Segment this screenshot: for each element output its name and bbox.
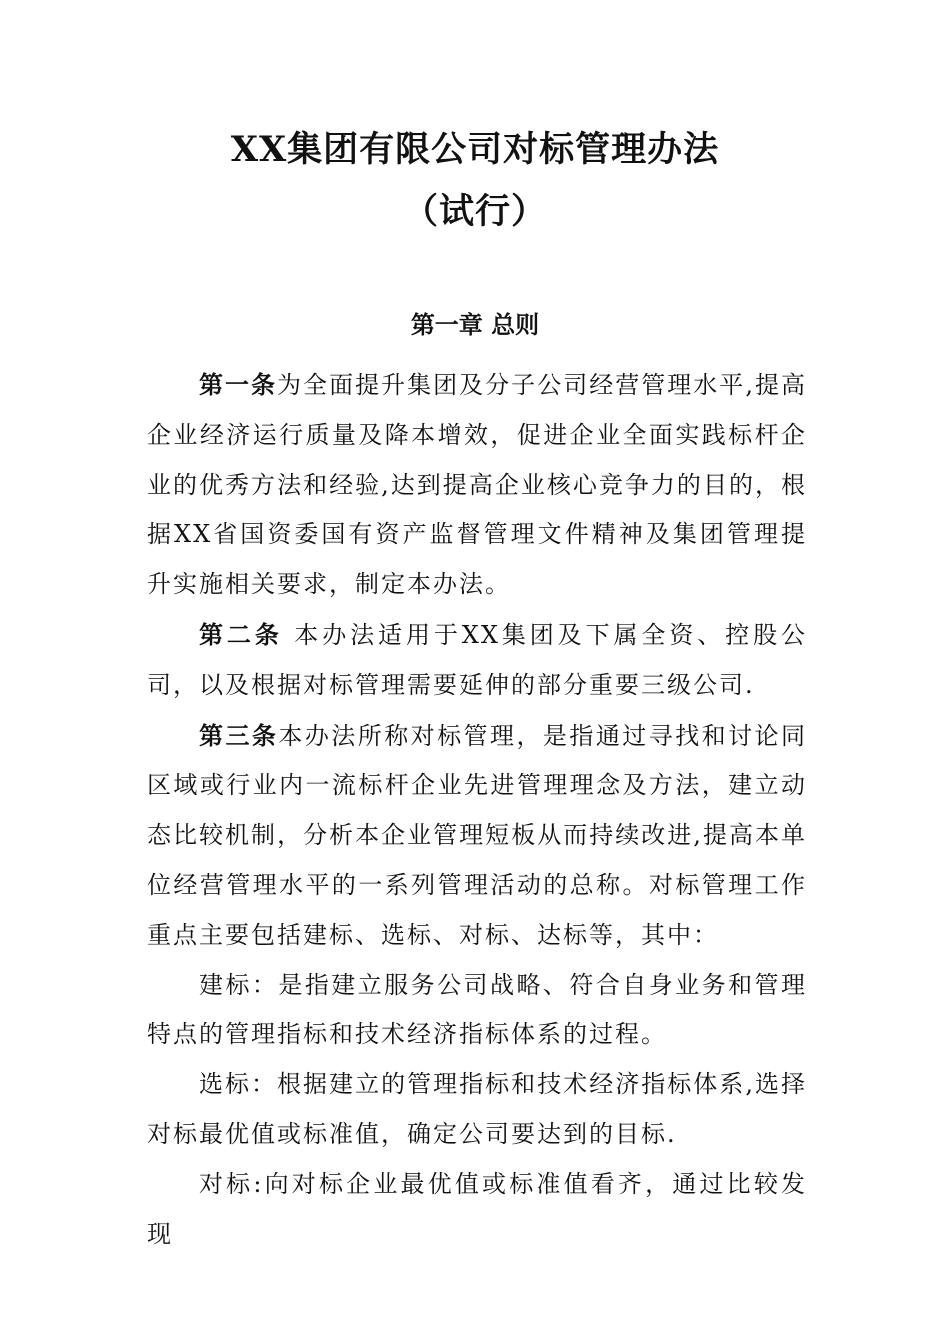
definition-jianbiao-text: 建标：是指建立服务公司战略、符合自身业务和管理特点的管理指标和技术经济指标体系的过程。: [147, 970, 807, 1049]
definition-duibiao-text: 对标:向对标企业最优值或标准值看齐，通过比较发现: [147, 1169, 807, 1248]
article-2-label: 第二条: [199, 619, 283, 649]
definition-xuanbiao-text: 选标：根据建立的管理指标和技术经济指标体系,选择对标最优值或标准值，确定公司要达到的目标.: [147, 1070, 807, 1148]
document-body: [147, 360, 807, 1259]
article-1: [147, 360, 807, 610]
article-2: [147, 610, 807, 711]
article-3-label: 第三条: [199, 720, 279, 750]
article-3: [147, 711, 807, 961]
article-1-label: 第一条: [199, 370, 278, 399]
definition-xuanbiao: [147, 1060, 807, 1160]
definition-jianbiao: [147, 961, 807, 1061]
article-3-text: 本办法所称对标管理，是指通过寻找和讨论同区域或行业内一流标杆企业先进管理理念及方法，建立动态比较机制，分析本企业管理短板从而持续改进,提高本单位经营管理水平的一系列管理活动的总称。对标管理工作重点主要包括建标、选标、对标、达标等，其中：: [147, 721, 808, 949]
article-1-text: 为全面提升集团及分子公司经营管理水平,提高企业经济运行质量及降本增效，促进企业全面实践标杆企业的优秀方法和经验,达到提高企业核心竞争力的目的，根据XX省国资委国有资产监督管理文件精神及集团管理提升实施相关要求，制定本办法。: [147, 371, 807, 599]
article-2-text: 本办法适用于XX集团及下属全资、控股公司，以及根据对标管理需要延伸的部分重要三级公司.: [147, 620, 807, 699]
definition-duibiao: [147, 1160, 807, 1260]
chapter-title: 第一章 总则: [410, 310, 540, 339]
document-subtitle: （试行）: [402, 191, 547, 232]
document-title: XX集团有限公司对标管理办法: [230, 129, 720, 170]
